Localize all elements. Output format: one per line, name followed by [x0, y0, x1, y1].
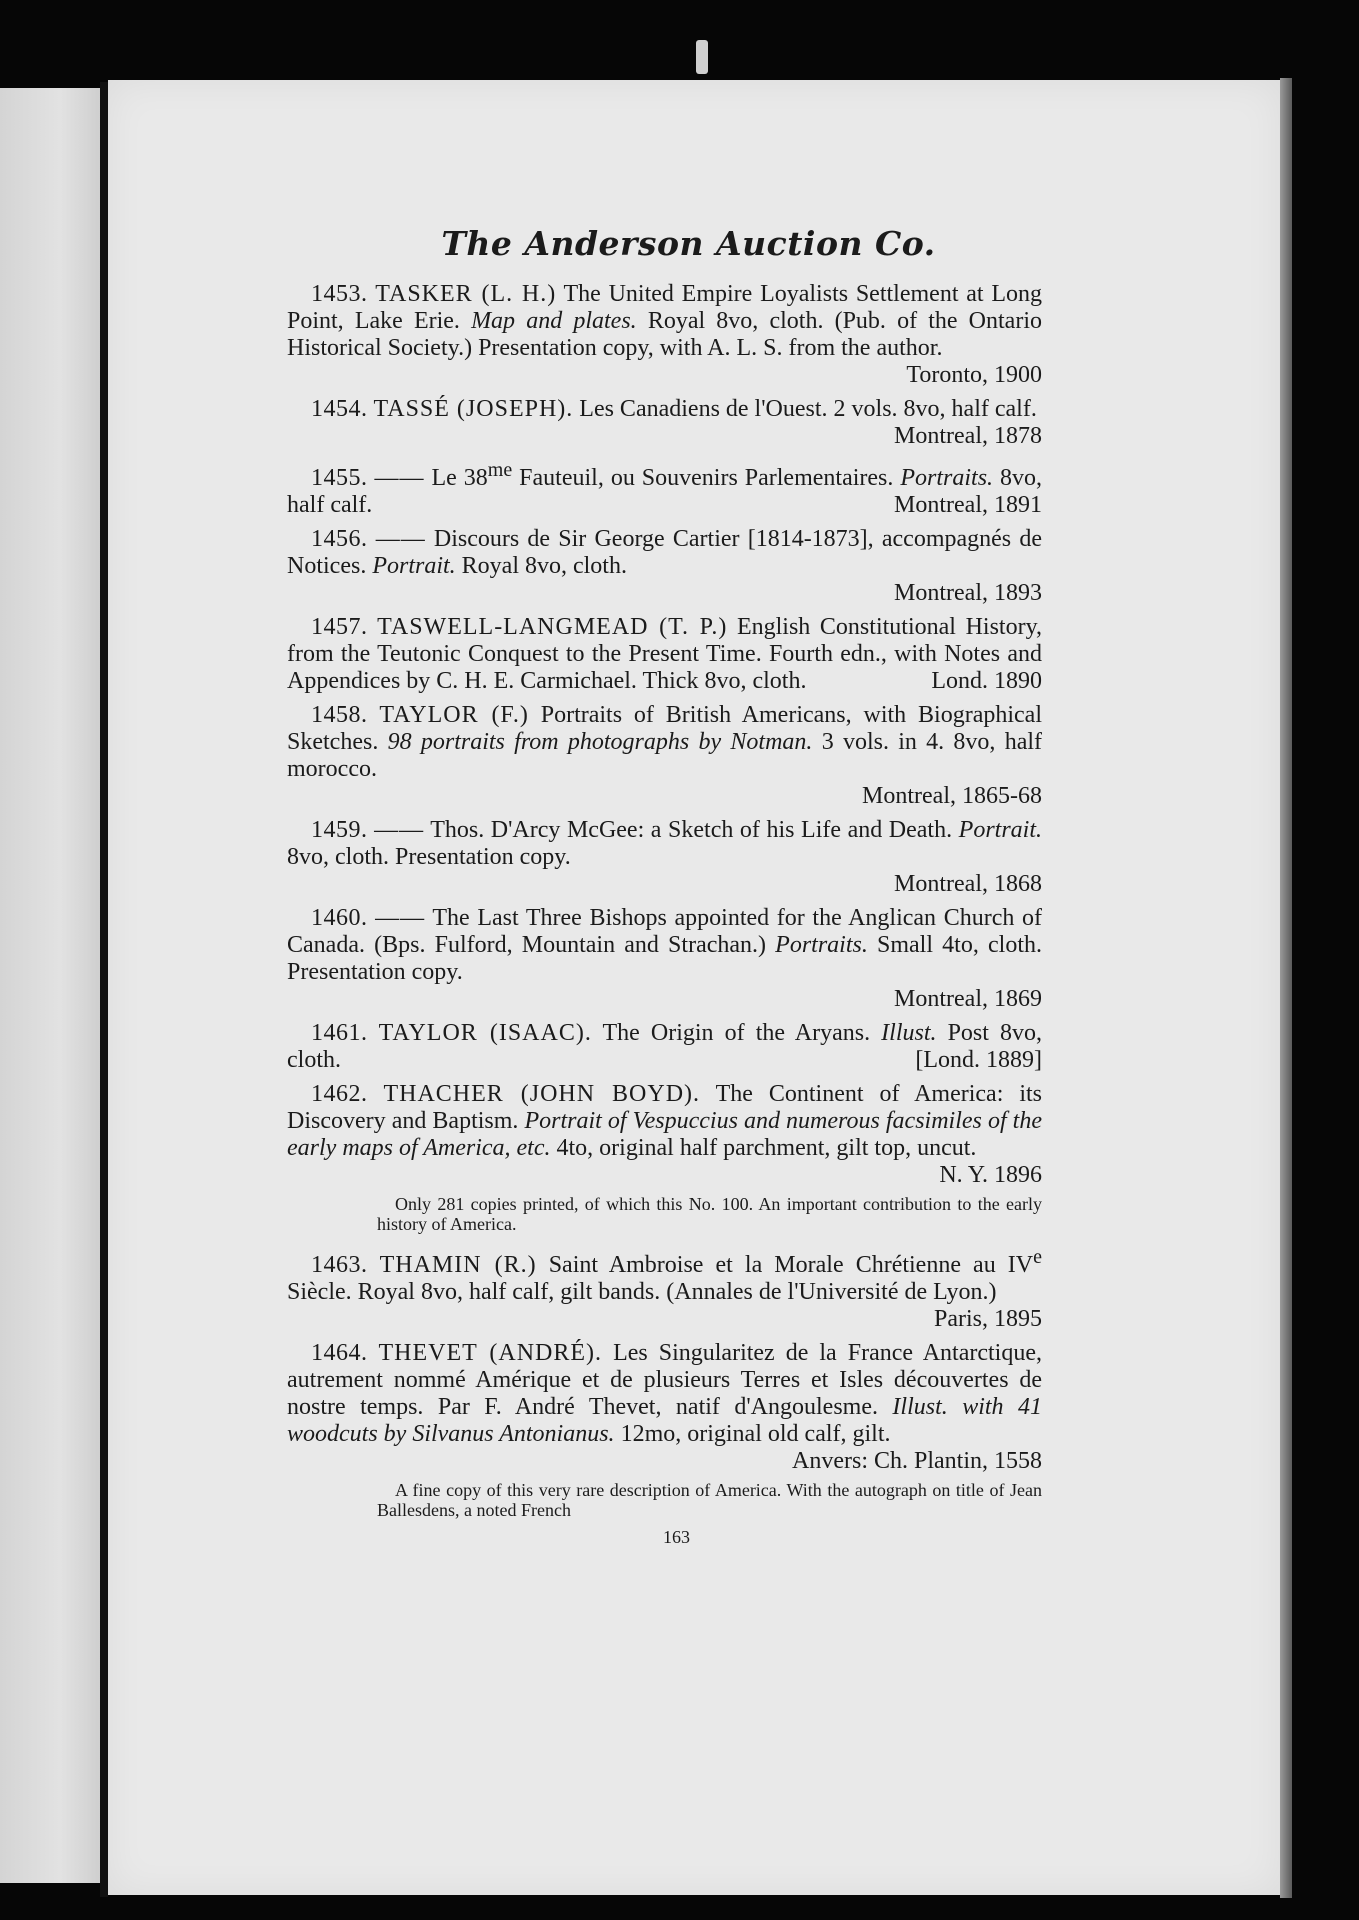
imprint: [Lond. 1889]: [915, 1047, 1042, 1073]
catalog-text: [287, 224, 1043, 1551]
catalog-entry: [287, 1340, 1042, 1475]
imprint: Montreal, 1868: [894, 871, 1042, 897]
author-name: THACHER (JOHN BOYD).: [383, 1081, 701, 1107]
entry-text: Les Singularitez de la France Antarctique, autrement nommé Amérique et de plusieurs Terres et Isles découvertes de nostre temps. Par F. André Thevet, natif d'Angoulesme.: [287, 1340, 1042, 1420]
running-header: The Anderson Auction Co.: [441, 224, 936, 263]
entry-text-2: 8vo, cloth. Presentation copy.: [287, 844, 571, 870]
entry-text: The Origin of the Aryans.: [591, 1020, 882, 1046]
lot-number: 1453.: [311, 281, 368, 307]
lot-number: 1458.: [311, 702, 368, 728]
entry-text-2: Small 4to, cloth. Presentation copy.: [287, 932, 1042, 985]
entry-text-b: Siècle. Royal 8vo, half calf, gilt bands. (Annales de l'Université de Lyon.): [287, 1279, 997, 1305]
entry-italic: Map and plates.: [471, 308, 637, 334]
imprint: Montreal, 1878: [894, 423, 1042, 449]
lot-number: 1461.: [311, 1020, 368, 1046]
entry-text-2: 12mo, original old calf, gilt.: [614, 1421, 891, 1447]
binding-gutter: [100, 82, 108, 1897]
imprint: Paris, 1895: [934, 1306, 1042, 1332]
author-name: THAMIN (R.): [379, 1252, 537, 1278]
lot-number: 1462.: [311, 1081, 368, 1107]
entry-text: Portraits of British Americans, with Biographical Sketches.: [287, 702, 1042, 755]
entry-italic: Illust.: [881, 1020, 937, 1046]
lot-number: 1457.: [311, 614, 368, 640]
entry-text: English Constitutional History, from the Teutonic Conquest to the Present Time. Fourth edn., with Notes and Appendices by C. H. E. Carmichael. Thick 8vo, cloth.: [287, 614, 1043, 694]
catalog-entry: [287, 1020, 1042, 1074]
entry-text-2: Post 8vo, cloth.: [287, 1020, 1043, 1073]
lot-number: 1456.: [311, 526, 368, 552]
imprint: N. Y. 1896: [939, 1162, 1042, 1188]
imprint: Montreal, 1891: [894, 492, 1042, 518]
entry-italic: Portrait.: [958, 817, 1042, 843]
author-name: TASSÉ (JOSEPH).: [373, 396, 574, 422]
catalog-entry: [287, 457, 1042, 519]
superscript: me: [487, 459, 513, 481]
lot-number: 1454.: [311, 396, 368, 422]
catalog-entry: [287, 817, 1042, 898]
entry-text-b: Fauteuil, ou Souvenirs Parlementaires.: [512, 465, 901, 491]
entry-text: Saint Ambroise et la Morale Chrétienne au IV: [536, 1252, 1034, 1278]
catalog-entry: [287, 396, 1042, 450]
imprint: Montreal, 1893: [894, 580, 1042, 606]
catalog-entry: [287, 281, 1042, 389]
entry-text: Discours de Sir George Cartier [1814-1873], accompagnés de Notices.: [287, 526, 1042, 579]
entry-text-2: 3 vols. in 4. 8vo, half morocco.: [287, 729, 1043, 782]
entry-italic: Portraits.: [775, 932, 868, 958]
lot-number: 1463.: [311, 1252, 368, 1278]
entry-text: The Last Three Bishops appointed for the Anglican Church of Canada. (Bps. Fulford, Mountain and Strachan.): [287, 905, 1042, 958]
imprint: Montreal, 1869: [894, 986, 1042, 1012]
imprint: Montreal, 1865-68: [862, 783, 1042, 809]
catalog-entry: [287, 526, 1042, 607]
author-name: TASKER (L. H.): [375, 281, 557, 307]
imprint: Lond. 1890: [931, 668, 1042, 694]
author-name: TASWELL-LANGMEAD (T. P.): [377, 614, 728, 640]
lot-number: 1459.: [311, 817, 368, 843]
entry-text: The Continent of America: its Discovery and Baptism.: [287, 1081, 1043, 1134]
facing-page-edge: [0, 88, 100, 1883]
lot-number: 1455.: [311, 465, 368, 491]
ditto-dash: ——: [375, 526, 426, 552]
entry-note: A fine copy of this very rare description of America. With the autograph on title of Jean Ballesdens, a noted French: [377, 1480, 1042, 1520]
entry-note: Only 281 copies printed, of which this No. 100. An important contribution to the early history of America.: [377, 1194, 1042, 1234]
entry-text-2: 8vo, half calf.: [287, 465, 1043, 518]
lot-number: 1464.: [311, 1340, 368, 1366]
author-name: TAYLOR (ISAAC).: [378, 1020, 592, 1046]
catalog-entry: [287, 1081, 1042, 1189]
ditto-dash: ——: [374, 817, 425, 843]
catalog-entry: [287, 614, 1042, 695]
entry-text: Les Canadiens de l'Ouest. 2 vols. 8vo, half calf.: [573, 396, 1037, 422]
entry-text-2: Royal 8vo, cloth. (Pub. of the Ontario Historical Society.) Presentation copy, with A. L. S. from the author.: [287, 308, 1042, 361]
imprint: Toronto, 1900: [906, 362, 1042, 388]
entry-text: The United Empire Loyalists Settlement at Long Point, Lake Erie.: [287, 281, 1042, 334]
entry-italic: 98 portraits from photographs by Notman.: [387, 729, 813, 755]
catalog-entry: [287, 1244, 1042, 1333]
entry-text-2: 4to, original half parchment, gilt top, uncut.: [550, 1135, 977, 1161]
entry-italic: Portrait.: [372, 553, 456, 579]
author-name: THEVET (ANDRÉ).: [378, 1340, 603, 1366]
author-name: TAYLOR (F.): [379, 702, 529, 728]
entry-text: Le 38: [424, 465, 488, 491]
top-clip-mark: [696, 40, 708, 74]
catalog-entry: [287, 702, 1042, 810]
entry-italic: Portrait of Vespuccius and numerous facsimiles of the early maps of America, etc.: [287, 1108, 1042, 1161]
ditto-dash: ——: [374, 465, 425, 491]
page-number: 163: [663, 1527, 690, 1547]
page-right-edge: [1280, 78, 1292, 1898]
ditto-dash: ——: [375, 905, 426, 931]
entry-italic: Illust. with 41 woodcuts by Silvanus Antonianus.: [287, 1394, 1042, 1447]
entry-text: Thos. D'Arcy McGee: a Sketch of his Life and Death.: [424, 817, 959, 843]
imprint: Anvers: Ch. Plantin, 1558: [792, 1448, 1042, 1474]
entry-text-2: Royal 8vo, cloth.: [455, 553, 627, 579]
lot-number: 1460.: [311, 905, 368, 931]
catalog-entry: [287, 905, 1042, 1013]
entry-italic: Portraits.: [900, 465, 994, 491]
superscript: e: [1033, 1246, 1042, 1268]
